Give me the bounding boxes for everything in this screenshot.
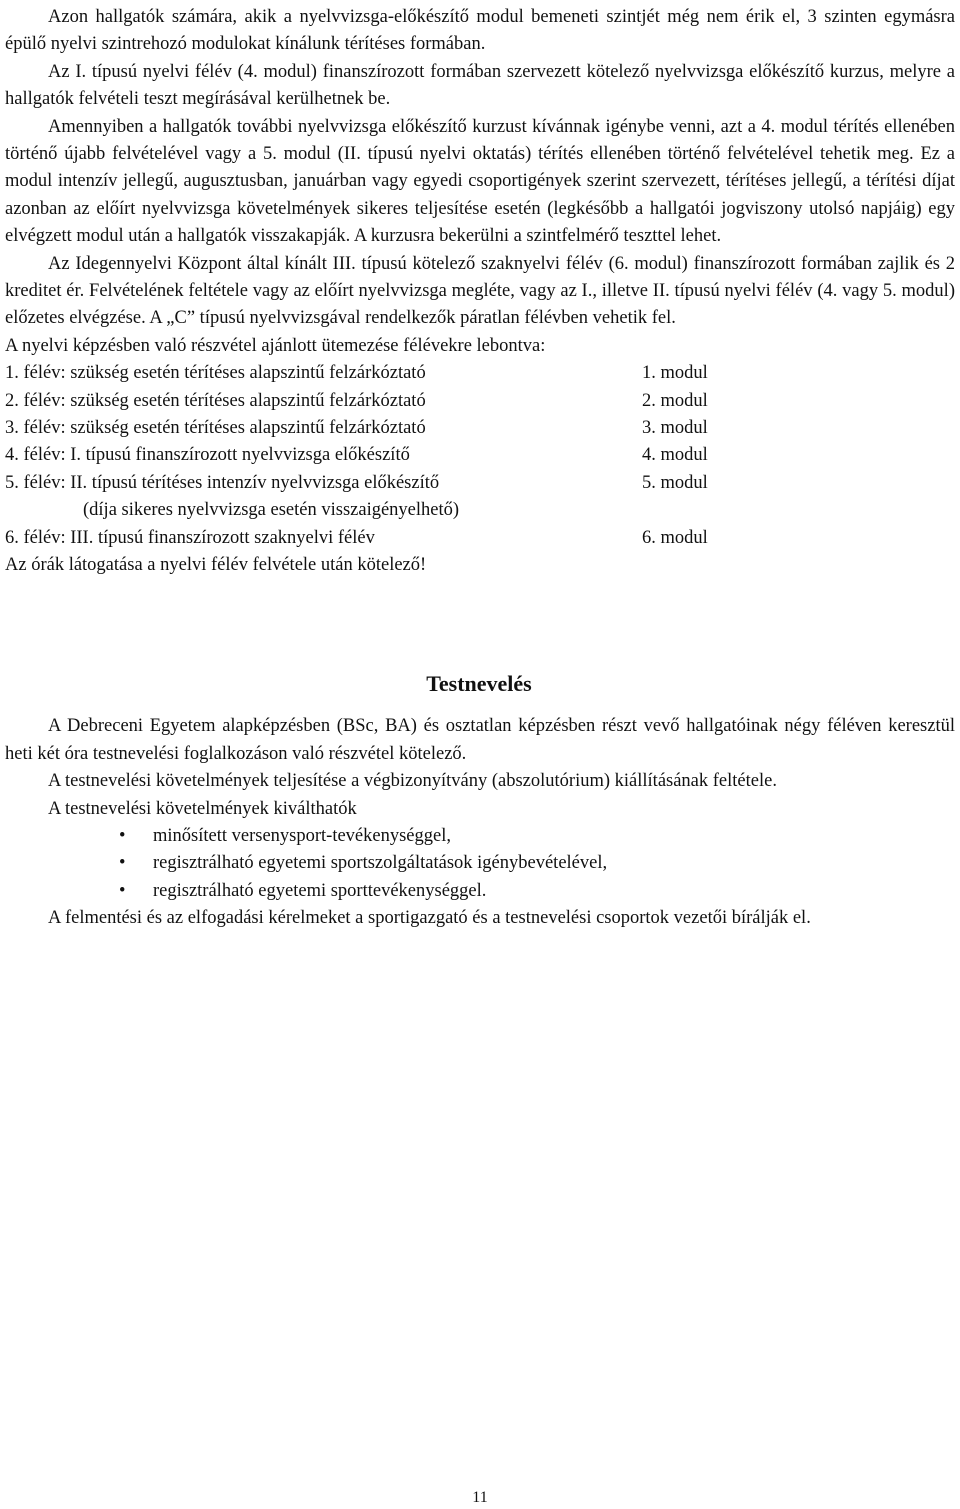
- bullet-text: regisztrálható egyetemi sporttevékenységgel.: [153, 880, 487, 901]
- page-number: 11: [472, 1489, 488, 1506]
- list-item: [5, 823, 955, 850]
- bullet-text: minősített versenysport-tevékenységgel,: [153, 826, 451, 847]
- list-item: [5, 878, 955, 905]
- schedule-module: 6. modul: [642, 527, 708, 548]
- schedule-desc-note: (díja sikeres nyelvvizsga esetén visszaigényelhető): [83, 500, 460, 521]
- pe-paragraph-alternatives: A testnevelési követelmények kiválthatók: [48, 798, 357, 819]
- schedule-desc: 6. félév: III. típusú finanszírozott szaknyelvi félév: [5, 527, 375, 548]
- schedule-module: 3. modul: [642, 418, 708, 439]
- section-title: Testnevelés: [426, 671, 532, 697]
- schedule-list: [5, 360, 955, 552]
- schedule-desc: 4. félév: I. típusú finanszírozott nyelvvizsga előkészítő: [5, 445, 410, 466]
- schedule-module: 1. modul: [642, 363, 708, 384]
- paragraph-type-two: Amennyiben a hallgatók további nyelvvizsga előkészítő kurzust kívánnak igénybe venni, azt a 4. modul térítés ellenében történő újabb felvételével vagy a 5. modul (II. típusú nyelvi oktatás) térítés ellenében történő felvételével tehetik meg. Ez a modul intenzív jellegű, augusztusban, januárban vagy egyedi csoportigények szerint szervezett, térítéses jellegű, a térítési díjat azonban az előírt nyelvvizsga követelmények sikeres teljesítése esetén (legkésőbb a hallgatói jogviszony utolsó napjáig) egy elvégzett modul után a hallgatók visszakapják. A kurzusra bekerülni a szintfelmérő teszttel lehet.: [5, 116, 955, 247]
- bullet-icon: •: [119, 826, 126, 847]
- list-item: [5, 850, 955, 877]
- paragraph-type-one: Az I. típusú nyelvi félév (4. modul) finanszírozott formában szervezett kötelező nyelvvizsga előkészítő kurzus, melyre a hallgatók felvételi teszt megírásával kerülhetnek be.: [5, 61, 955, 110]
- schedule-desc: 3. félév: szükség esetén térítéses alapszintű felzárkóztató: [5, 418, 426, 439]
- schedule-intro: A nyelvi képzésben való részvétel ajánlott ütemezése félévekre lebontva:: [5, 335, 546, 356]
- bullet-text: regisztrálható egyetemi sportszolgáltatások igénybevételével,: [153, 853, 608, 874]
- schedule-row: [5, 525, 955, 552]
- schedule-row: [5, 470, 955, 497]
- document-page: [5, 4, 955, 933]
- schedule-row: [5, 415, 955, 442]
- pe-bullet-list: [5, 823, 955, 905]
- paragraph-intro: Azon hallgatók számára, akik a nyelvvizsga-előkészítő modul bemeneti szintjét még nem érik el, 3 szinten egymásra épülő nyelvi szintrehozó modulokat kínálunk térítéses formában.: [5, 7, 955, 55]
- schedule-module: 2. modul: [642, 390, 708, 411]
- schedule-desc: 1. félév: szükség esetén térítéses alapszintű felzárkóztató: [5, 363, 426, 384]
- schedule-row: [5, 442, 955, 469]
- bullet-icon: •: [119, 853, 126, 874]
- schedule-row-note: [5, 497, 955, 524]
- pe-paragraph-requirement: A Debreceni Egyetem alapképzésben (BSc, BA) és osztatlan képzésben részt vevő hallgatóinak négy féléven keresztül heti két óra testnevelési foglalkozáson való részvétel kötelező.: [5, 716, 955, 764]
- schedule-module: 5. modul: [642, 472, 708, 493]
- schedule-desc: 2. félév: szükség esetén térítéses alapszintű felzárkóztató: [5, 390, 426, 411]
- schedule-note: Az órák látogatása a nyelvi félév felvétele után kötelező!: [5, 555, 427, 576]
- schedule-module: 4. modul: [642, 445, 708, 466]
- pe-paragraph-condition: A testnevelési követelmények teljesítése a végbizonyítvány (abszolutórium) kiállításának feltétele.: [48, 771, 777, 792]
- schedule-row: [5, 388, 955, 415]
- schedule-row: [5, 360, 955, 387]
- schedule-desc: 5. félév: II. típusú térítéses intenzív nyelvvizsga előkészítő: [5, 472, 440, 493]
- bullet-icon: •: [119, 880, 126, 901]
- paragraph-type-three: Az Idegennyelvi Központ által kínált III. típusú kötelező szaknyelvi félév (6. modul) finanszírozott formában zajlik és 2 kreditet ér. Felvételének feltétele vagy az előírt nyelvvizsga megléte, vagy az I., illetve II. típusú nyelvi félév (4. vagy 5. modul) előzetes elvégzése. A „C” típusú nyelvvizsgával rendelkezők páratlan félévben vehetik fel.: [5, 253, 955, 329]
- closing-paragraph: A felmentési és az elfogadási kérelmeket a sportigazgató és a testnevelési csoportok vezetői bírálják el.: [48, 908, 811, 929]
